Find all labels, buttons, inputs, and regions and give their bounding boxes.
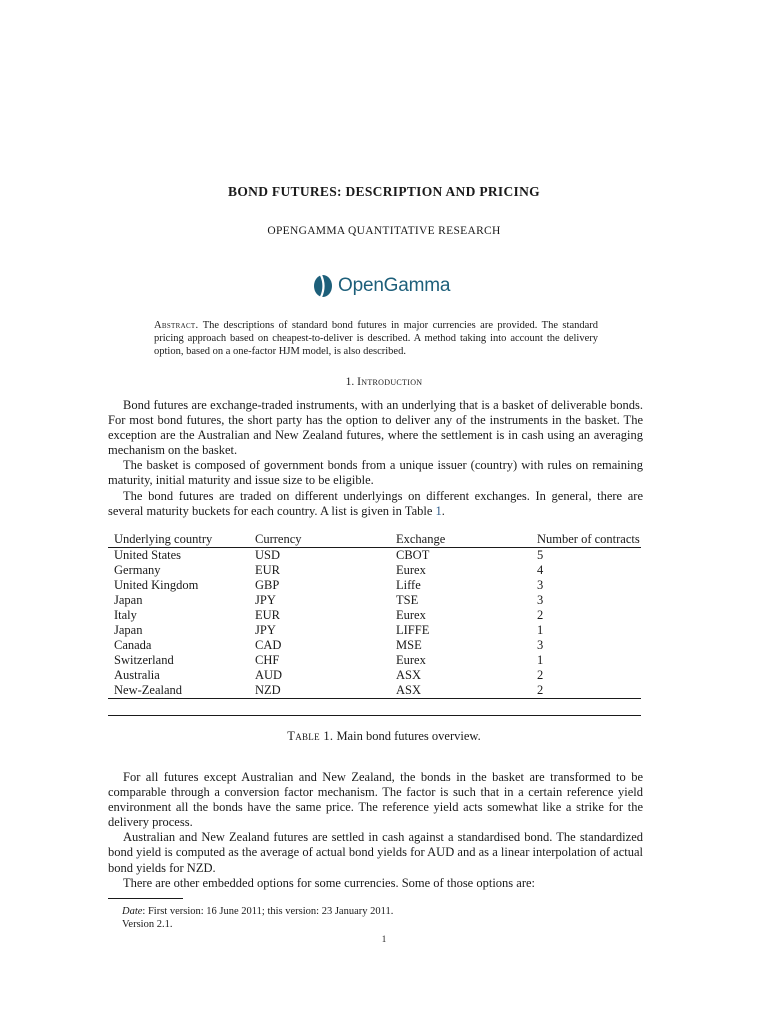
table-row <box>108 668 641 683</box>
table-row <box>108 593 641 608</box>
column-header: Currency <box>255 532 302 546</box>
table-row <box>108 623 641 638</box>
table-caption <box>0 729 768 744</box>
footnote-version: Version 2.1. <box>122 919 173 930</box>
footnote-date-label: Date <box>122 906 143 917</box>
table-cell: 4 <box>537 563 544 577</box>
table-cell: Eurex <box>396 563 426 577</box>
table-cell: Germany <box>114 563 161 577</box>
table-cell: AUD <box>255 668 283 682</box>
table-header-row <box>108 530 641 548</box>
body-text <box>108 770 643 891</box>
paragraph: Bond futures are exchange-traded instruments, with an underlying that is a basket of deliverable bonds. For most bond futures, the short party has the option to deliver any of the instruments in the basket. The exception are the Australian and New Zealand futures, where the settlement is in cash using an averaging mechanism on the basket. <box>108 398 643 458</box>
table-rule <box>108 698 641 699</box>
paragraph: For all futures except Australian and New Zealand, the bonds in the basket are transformed to be comparable through a conversion factor mechanism. The factor is such that in a certain reference yield environment all the bonds have the same price. The reference yield acts somewhat like a strike for the delivery process. <box>108 770 643 830</box>
paragraph: Australian and New Zealand futures are settled in cash against a standardised bond. The standardized bond yield is computed as the average of actual bond yields for AUD and as a linear interpolation of actual bond yields for NZD. <box>108 830 643 875</box>
table-cell: Australia <box>114 668 160 682</box>
abstract-label: Abstract. <box>154 320 199 331</box>
table-cell: JPY <box>255 623 276 637</box>
table-cell: MSE <box>396 638 422 652</box>
column-header: Number of contracts <box>537 532 640 546</box>
paragraph <box>108 489 643 519</box>
caption-label: Table 1. <box>287 729 334 743</box>
footnote <box>122 905 642 931</box>
table-cell: TSE <box>396 593 419 607</box>
paragraph: There are other embedded options for some currencies. Some of those options are: <box>123 875 536 890</box>
table-row <box>108 638 641 653</box>
paper-subtitle: OPENGAMMA QUANTITATIVE RESEARCH <box>267 225 501 237</box>
column-header: Exchange <box>396 532 446 546</box>
table-cell: 2 <box>537 608 544 622</box>
table-cell: GBP <box>255 578 280 592</box>
table-cell: Switzerland <box>114 653 174 667</box>
table-row <box>108 608 641 623</box>
section-number: 1. <box>345 376 355 388</box>
table-cell: Eurex <box>396 608 426 622</box>
section-title: Introduction <box>357 376 423 388</box>
intro-text <box>108 398 643 519</box>
table-cell: Eurex <box>396 653 426 667</box>
table-cell: ASX <box>396 683 422 697</box>
table-rule <box>108 715 641 716</box>
table-cell: Japan <box>114 623 143 637</box>
table-cell: EUR <box>255 563 280 577</box>
table-ref-link[interactable]: 1 <box>435 503 442 518</box>
bond-futures-table <box>108 530 641 700</box>
paragraph: The basket is composed of government bonds from a unique issuer (country) with rules on remaining maturity, initial maturity and issue size to be eligible. <box>108 458 643 488</box>
table-cell: CAD <box>255 638 282 652</box>
table-cell: 3 <box>537 638 544 652</box>
table-body <box>108 548 641 701</box>
table-row <box>108 653 641 668</box>
paper-title: BOND FUTURES: DESCRIPTION AND PRICING <box>228 184 540 199</box>
paragraph-text: . <box>441 503 445 518</box>
table-cell: United Kingdom <box>114 578 199 592</box>
table-cell: 3 <box>537 578 544 592</box>
table-cell: Liffe <box>396 578 421 592</box>
footnote-date-text: : First version: 16 June 2011; this version: 23 January 2011. <box>142 906 394 917</box>
section-heading <box>0 376 768 388</box>
table-cell: EUR <box>255 608 280 622</box>
footnote-rule <box>108 898 183 899</box>
table-cell: Canada <box>114 638 152 652</box>
table-cell: United States <box>114 548 182 562</box>
table-cell: 2 <box>537 668 544 682</box>
table-cell: CBOT <box>396 548 430 562</box>
table-cell: New-Zealand <box>114 683 183 697</box>
table-cell: ASX <box>396 668 422 682</box>
table-cell: CHF <box>255 653 280 667</box>
table-cell: 5 <box>537 548 544 562</box>
table-cell: 1 <box>537 623 544 637</box>
table-row <box>108 548 641 564</box>
table-cell: 1 <box>537 653 544 667</box>
table-cell: NZD <box>255 683 281 697</box>
table-row <box>108 563 641 578</box>
logo-text: OpenGamma <box>338 275 451 296</box>
paragraph-text: The bond futures are traded on different underlyings on different exchanges. In general, there are several maturity buckets for each country. A list is given in Table <box>108 488 643 518</box>
page-number: 1 <box>381 934 387 944</box>
opengamma-logo <box>312 272 462 300</box>
table-cell: Italy <box>114 608 137 622</box>
abstract-text: The descriptions of standard bond futures in major currencies are provided. The standard pricing approach based on cheapest-to-deliver is described. A method taking into account the delivery option, based on a one-factor HJM model, is also described. <box>154 320 599 357</box>
opengamma-logo-icon <box>312 274 334 298</box>
table-cell: 2 <box>537 683 544 697</box>
table-cell: 3 <box>537 593 544 607</box>
table-cell: JPY <box>255 593 276 607</box>
abstract <box>154 319 598 358</box>
column-header: Underlying country <box>114 532 213 546</box>
caption-text: Main bond futures overview. <box>336 729 481 743</box>
table-cell: Japan <box>114 593 143 607</box>
table-cell: LIFFE <box>396 623 430 637</box>
table-cell: USD <box>255 548 281 562</box>
table-row <box>108 578 641 593</box>
footnote-date <box>122 905 642 918</box>
